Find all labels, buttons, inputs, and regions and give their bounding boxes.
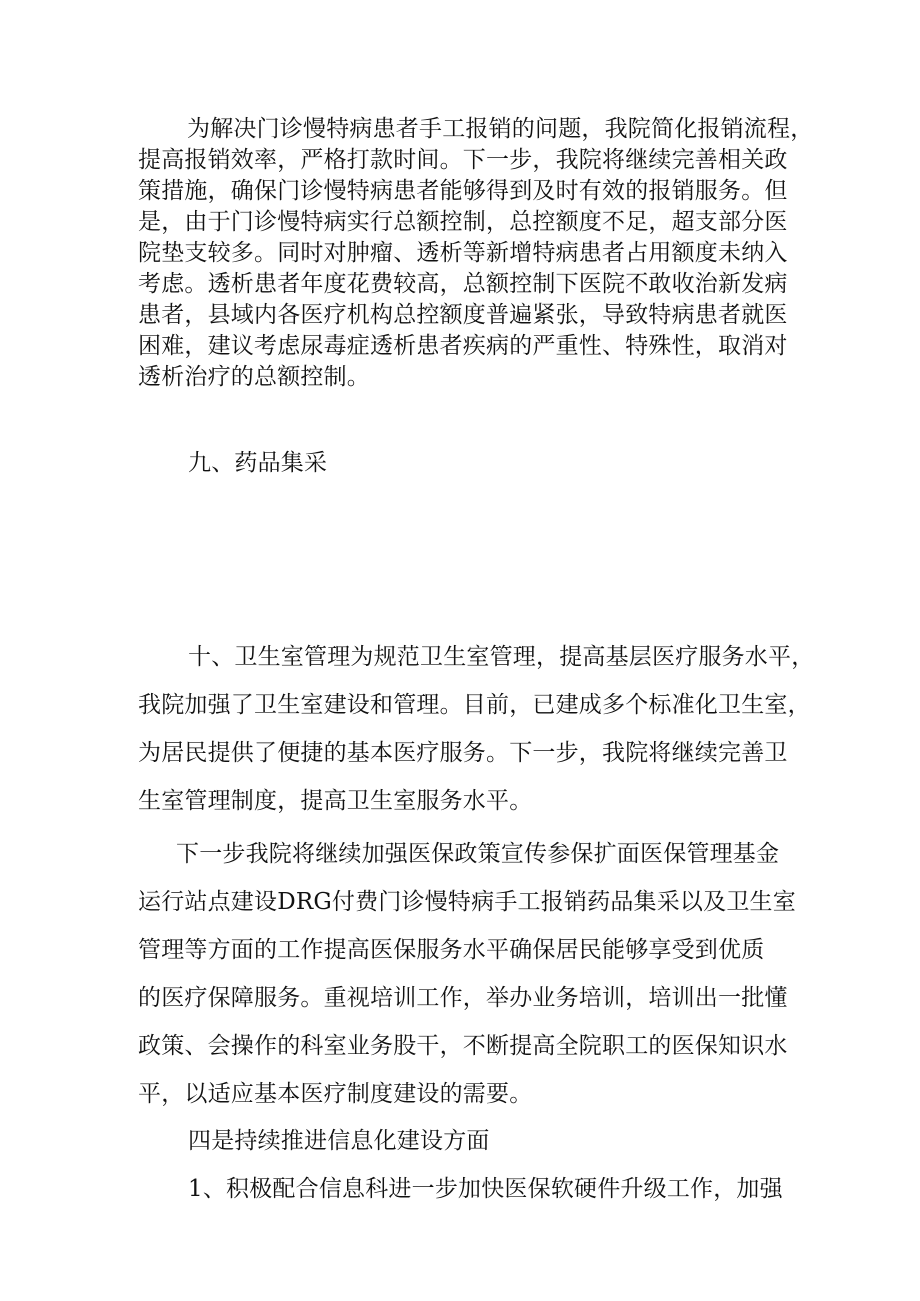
- text-line: 提高报销效率，严格打款时间。下一步，我院将继续完善相关政: [138, 147, 788, 173]
- section-heading-drug-procurement: 九、药品集采: [188, 450, 328, 476]
- text-line: 生室管理制度，提高卫生室服务水平。: [138, 788, 533, 814]
- text-line: 的医疗保障服务。重视培训工作，举办业务培训，培训出一批懂: [138, 985, 788, 1011]
- text-line: 为解决门诊慢特病患者手工报销的问题，我院简化报销流程，: [187, 116, 814, 142]
- text-line: 平，以适应基本医疗制度建设的需要。: [138, 1081, 533, 1107]
- text-line: 下一步我院将继续加强医保政策宣传参保扩面医保管理基金: [176, 841, 780, 867]
- text-line: 策措施，确保门诊慢特病患者能够得到及时有效的报销服务。但: [138, 178, 788, 204]
- text-line: 运行站点建设DRG付费门诊慢特病手工报销药品集采以及卫生室: [138, 889, 796, 915]
- text-line: 困难，建议考虑尿毒症透析患者疾病的严重性、特殊性，取消对: [138, 333, 788, 359]
- text-line: 为居民提供了便捷的基本医疗服务。下一步，我院将继续完善卫: [138, 740, 788, 766]
- text-line: 我院加强了卫生室建设和管理。目前，已建成多个标准化卫生室，: [138, 692, 811, 718]
- text-line: 患者，县域内各医疗机构总控额度普遍紧张，导致特病患者就医: [138, 302, 788, 328]
- text-line: 是，由于门诊慢特病实行总额控制，总控额度不足，超支部分医: [138, 209, 788, 235]
- text-line: 考虑。透析患者年度花费较高，总额控制下医院不敢收治新发病: [138, 271, 788, 297]
- text-line: 十、卫生室管理为规范卫生室管理，提高基层医疗服务水平，: [188, 644, 815, 670]
- text-line: 透析治疗的总额控制。: [138, 364, 370, 390]
- text-line: 政策、会操作的科室业务股干，不断提高全院职工的医保知识水: [138, 1033, 788, 1059]
- text-line: 管理等方面的工作提高医保服务水平确保居民能够享受到优质: [138, 937, 765, 963]
- section-heading-informatization: 四是持续推进信息化建设方面: [188, 1128, 490, 1154]
- list-item-1: 1、积极配合信息科进一步加快医保软硬件升级工作，加强: [188, 1176, 783, 1202]
- text-line: 院垫支较多。同时对肿瘤、透析等新增特病患者占用额度未纳入: [138, 240, 788, 266]
